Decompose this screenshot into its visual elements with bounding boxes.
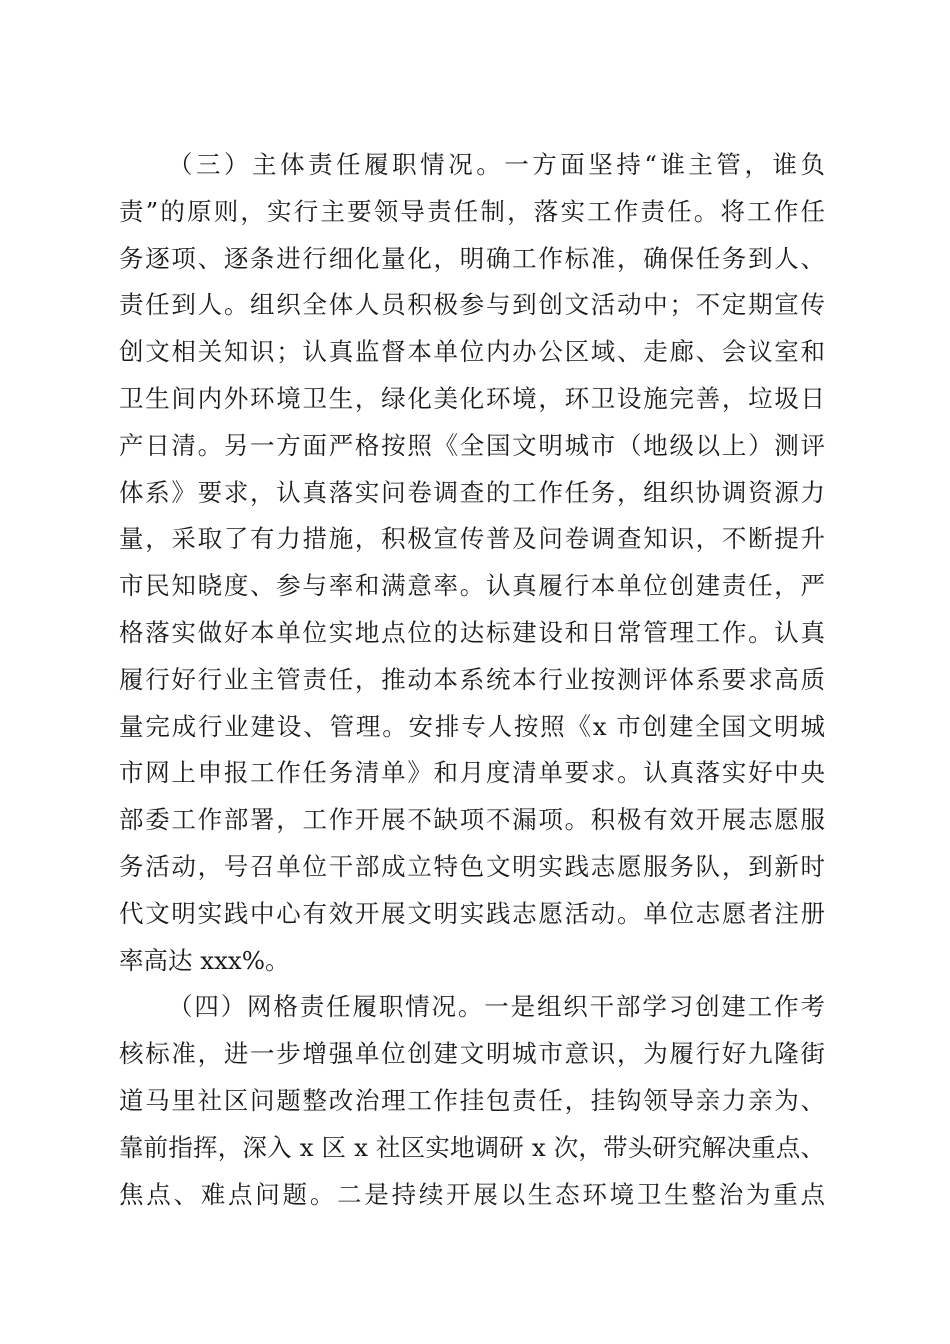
text-line: 道马里社区问题整改治理工作挂包责任，挂钩领导亲力亲为、 [119, 1085, 825, 1115]
text-line: 市网上申报工作任务清单》和月度清单要求。认真落实好中央 [119, 758, 825, 788]
text-line: 靠前指挥，深入 x 区 x 社区实地调研 x 次，带头研究解决重点、 [119, 1132, 825, 1162]
text-line: 卫生间内外环境卫生，绿化美化环境，环卫设施完善，垃圾日 [119, 383, 825, 413]
text-line: 部委工作部署，工作开展不缺项不漏项。积极有效开展志愿服 [119, 805, 825, 835]
text-line: 履行好行业主管责任，推动本系统本行业按测评体系要求高质 [119, 664, 825, 694]
text-line: 责”的原则，实行主要领导责任制，落实工作责任。将工作任 [119, 196, 825, 226]
paragraph-section-3 [119, 142, 825, 984]
paragraph-section-4 [119, 984, 825, 1218]
text-line: 量，采取了有力措施，积极宣传普及问卷调查知识，不断提升 [119, 524, 825, 554]
text-line: 责任到人。组织全体人员积极参与到创文活动中；不定期宣传 [119, 290, 825, 320]
text-line: 体系》要求，认真落实问卷调查的工作任务，组织协调资源力 [119, 477, 825, 507]
text-line: 务逐项、逐条进行细化量化，明确工作标准，确保任务到人、 [119, 243, 825, 273]
text-line: 量完成行业建设、管理。安排专人按照《x 市创建全国文明城 [119, 711, 825, 741]
text-line: 率高达 xxx%。 [119, 945, 290, 975]
text-line: 格落实做好本单位实地点位的达标建设和日常管理工作。认真 [119, 617, 825, 647]
text-line: 创文相关知识；认真监督本单位内办公区域、走廊、会议室和 [119, 337, 825, 367]
text-line: （三）主体责任履职情况。一方面坚持“谁主管，谁负 [168, 150, 825, 179]
document-body [119, 142, 825, 1218]
text-line: 代文明实践中心有效开展文明实践志愿活动。单位志愿者注册 [119, 898, 825, 928]
text-line: 产日清。另一方面严格按照《全国文明城市（地级以上）测评 [119, 430, 825, 460]
text-line: 核标准，进一步增强单位创建文明城市意识，为履行好九隆街 [119, 1039, 825, 1069]
text-line: 焦点、难点问题。二是持续开展以生态环境卫生整治为重点 [119, 1179, 825, 1209]
text-line: （四）网格责任履职情况。一是组织干部学习创建工作考 [168, 992, 825, 1022]
text-line: 市民知晓度、参与率和满意率。认真履行本单位创建责任，严 [119, 571, 825, 601]
text-line: 务活动，号召单位干部成立特色文明实践志愿服务队，到新时 [119, 851, 825, 881]
